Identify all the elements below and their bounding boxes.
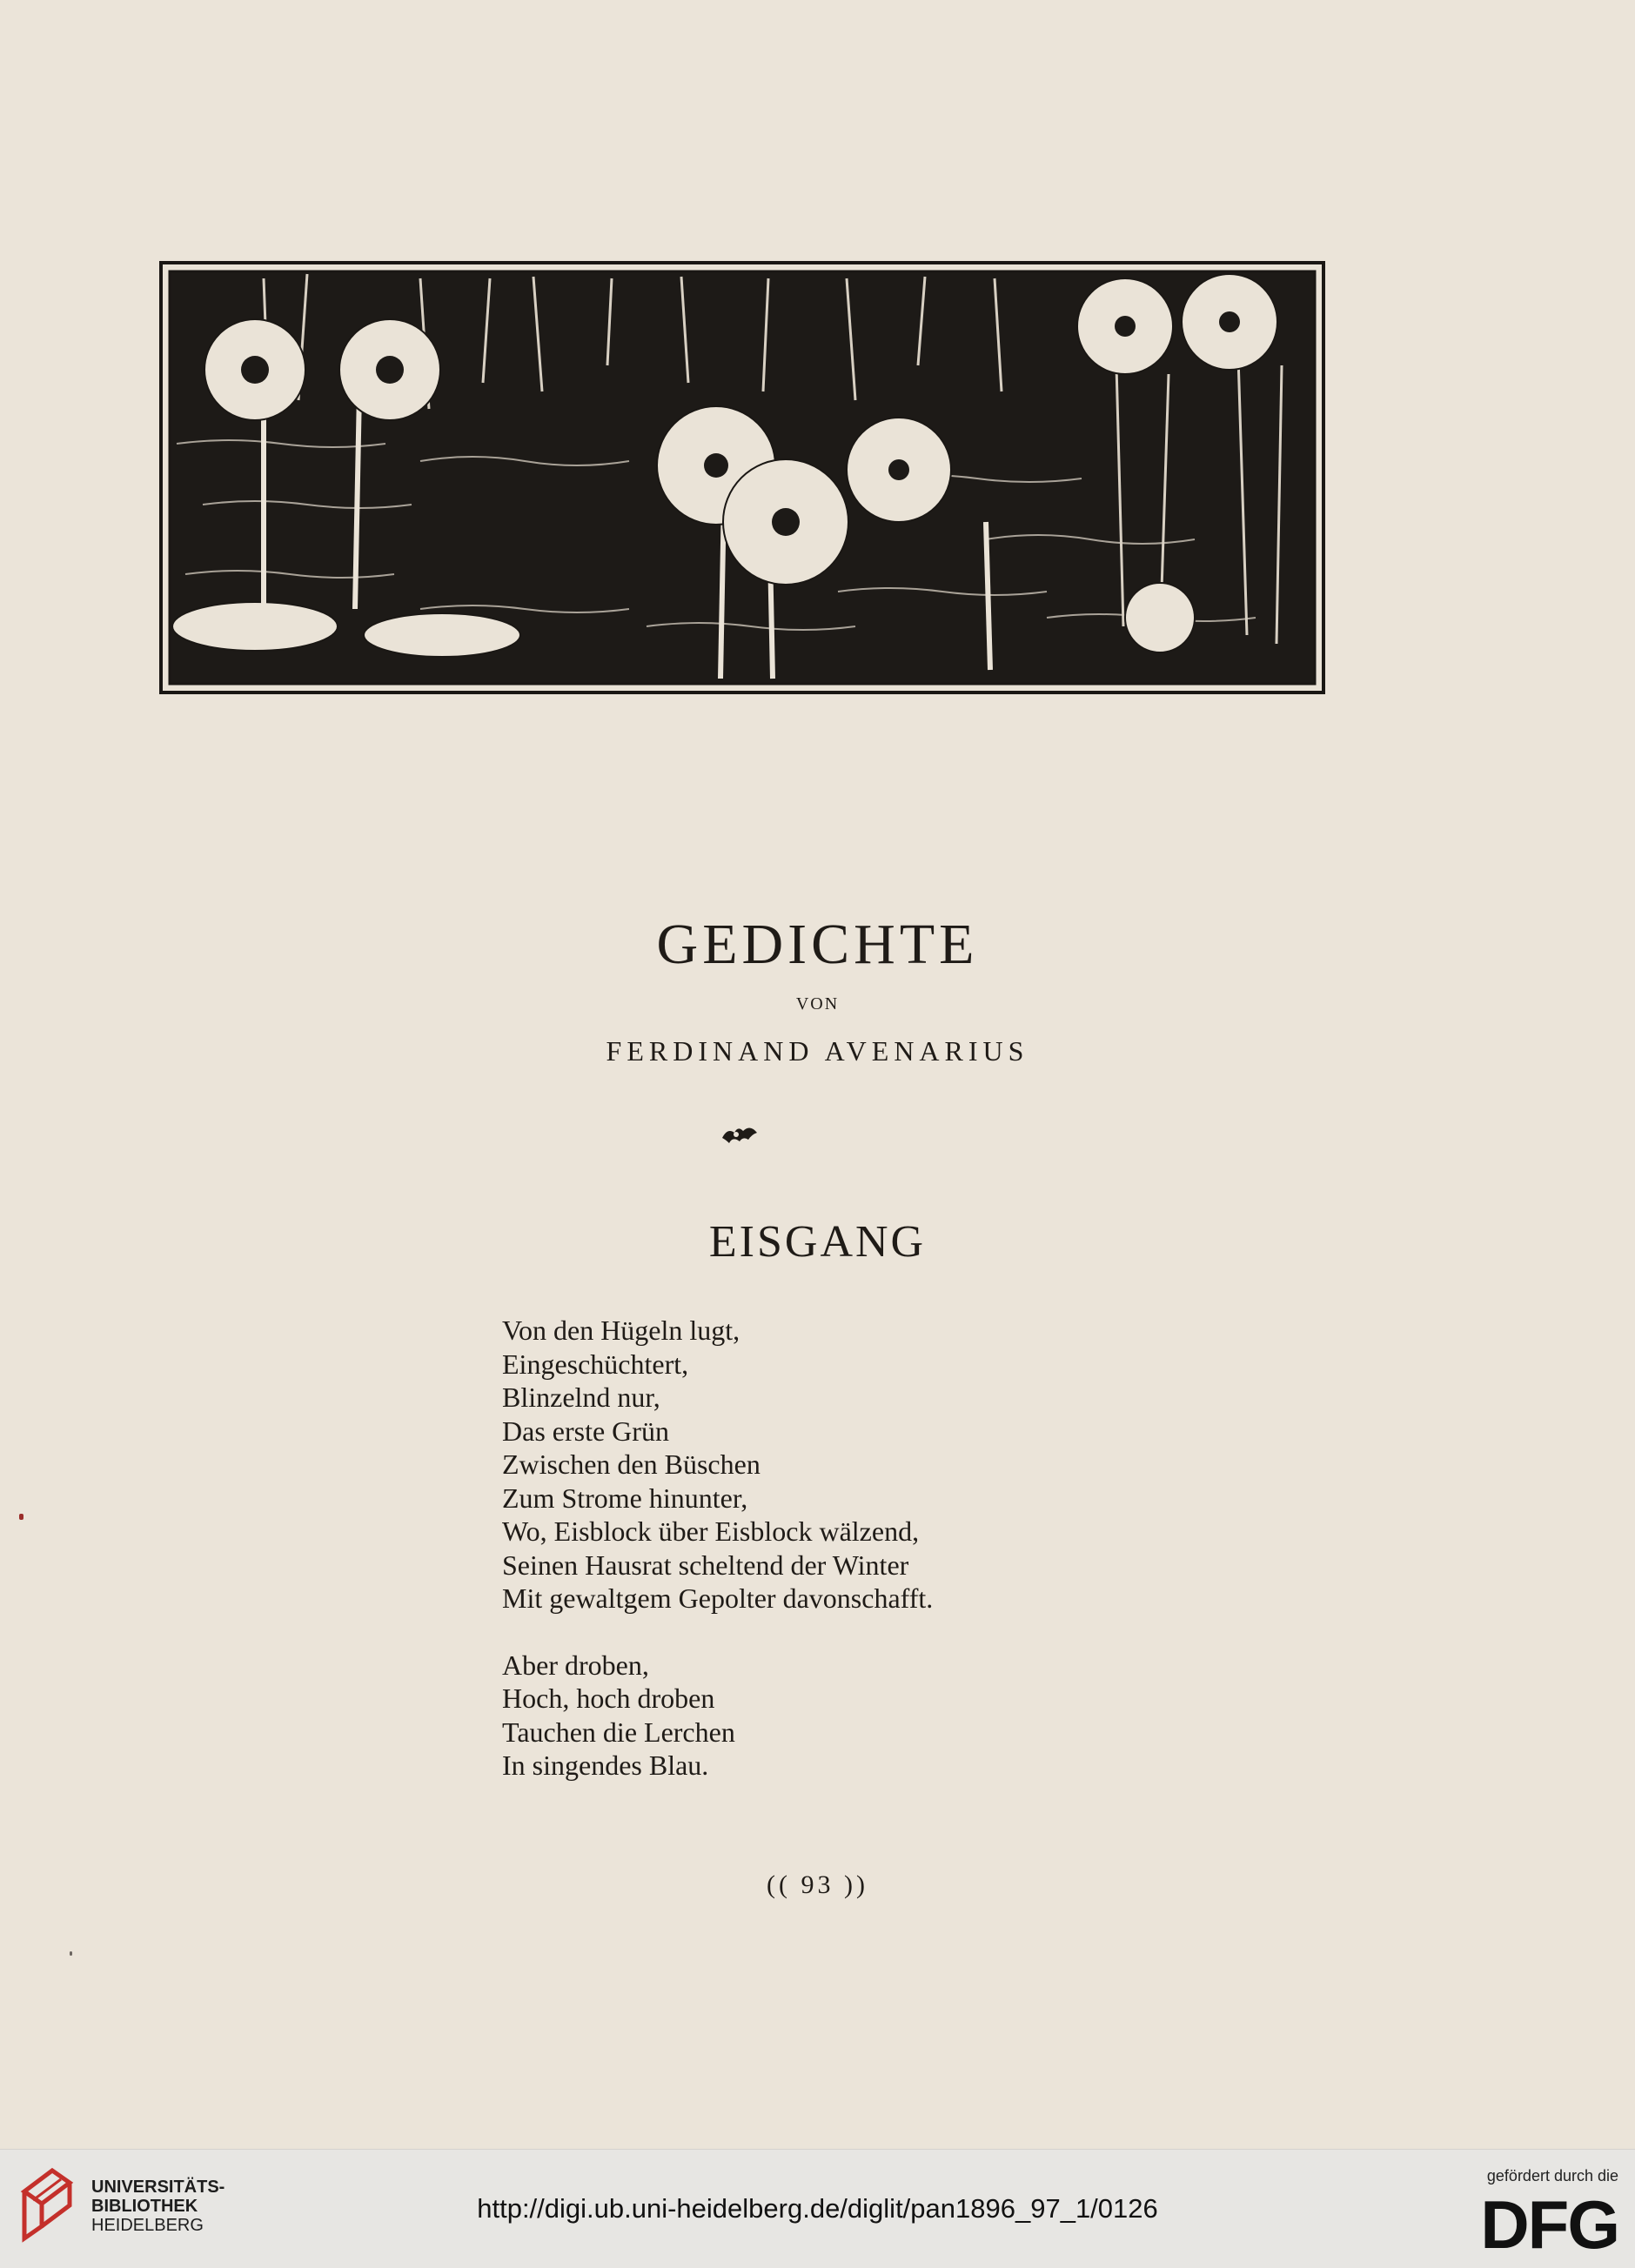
library-line-3: HEIDELBERG (91, 2216, 204, 2235)
poem-line: Zum Strome hinunter, (502, 1482, 748, 1514)
digitization-footer (0, 2149, 1635, 2268)
author-name: FERDINAND AVENARIUS (606, 1035, 1029, 1067)
dfg-logo[interactable]: DFG (1480, 2186, 1618, 2263)
poem-line: Seinen Hausrat scheltend der Winter (502, 1549, 909, 1581)
stanza-1 (502, 1314, 1111, 1616)
paper-speck (70, 1951, 72, 1956)
poem-line: In singendes Blau. (502, 1750, 709, 1781)
by-label: VON (795, 994, 840, 1014)
funding-label: gefördert durch die (1486, 2167, 1618, 2184)
permalink-url[interactable]: http://digi.ub.uni-heidelberg.de/diglit/pan1896_97_1/0126 (477, 2193, 1158, 2224)
poem-title: EISGANG (708, 1217, 927, 1267)
poem-line: Eingeschüchtert, (502, 1348, 689, 1380)
poem-line: Tauchen die Lerchen (502, 1716, 735, 1748)
paper-speck (19, 1514, 23, 1520)
woodcut-vignette-illustration (159, 261, 1325, 694)
poem-line: Blinzelnd nur, (502, 1382, 660, 1413)
funder-block (1436, 2167, 1618, 2263)
poem-line: Wo, Eisblock über Eisblock wälzend, (502, 1515, 920, 1547)
poem-line: Zwischen den Büschen (502, 1448, 761, 1480)
stanza-2 (502, 1649, 1111, 1783)
library-line-1: UNIVERSITÄTS- (91, 2178, 225, 2197)
page-number: (( 93 )) (767, 1870, 868, 1899)
poem-body (502, 1314, 1111, 1816)
page-title: GEDICHTE (656, 913, 979, 976)
poem-line: Aber droben, (502, 1649, 649, 1681)
library-line-2: BIBLIOTHEK (91, 2197, 198, 2216)
floral-fleuron-icon (719, 1122, 761, 1148)
poem-line: Das erste Grün (502, 1415, 669, 1447)
poem-line: Von den Hügeln lugt, (502, 1315, 740, 1346)
poem-line: Mit gewaltgem Gepolter davonschafft. (502, 1582, 934, 1614)
poem-line: Hoch, hoch droben (502, 1683, 715, 1714)
